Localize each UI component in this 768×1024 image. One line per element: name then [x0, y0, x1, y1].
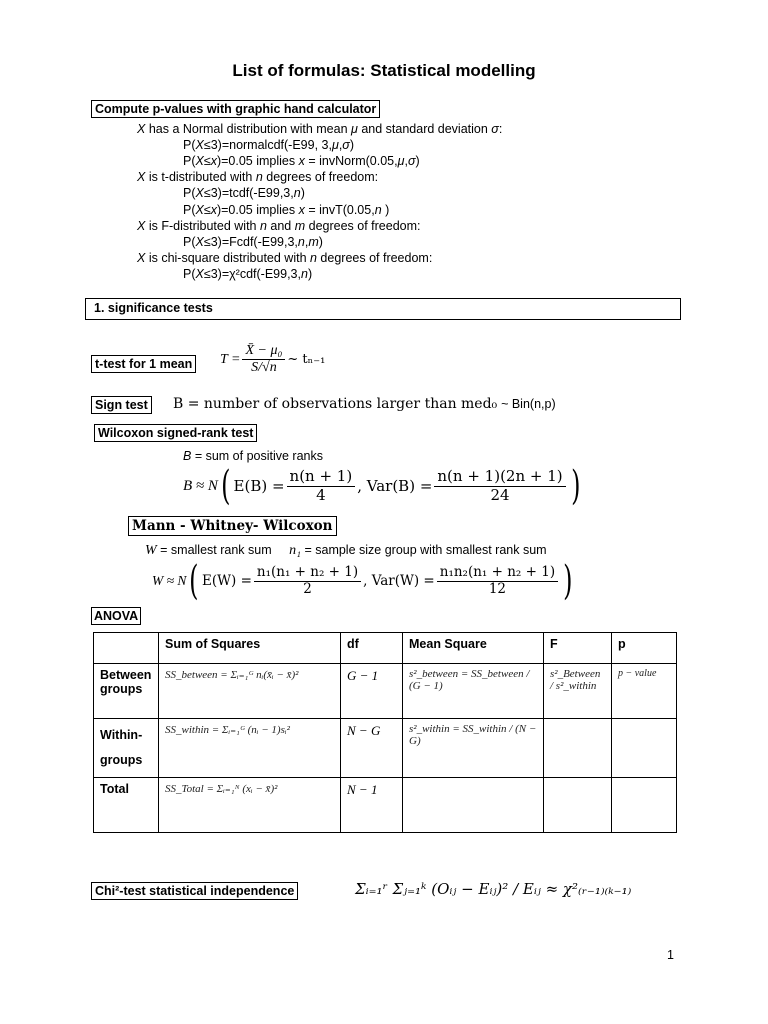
ms-cell: s²_within = SS_within / (N − G) [403, 719, 544, 778]
ttest-formula: T = $\frac{\text{X̄ − μ₀}}{S/√n}$ ~ tₙ₋₁ [220, 343, 326, 376]
df-cell: N − 1 [341, 778, 403, 833]
f-cell [544, 778, 612, 833]
f-intro: X is F-distributed with n and m degrees of freedom: [137, 219, 421, 233]
chi-cdf-line: P(X≤3)=χ²cdf(-E99,3,n) [183, 267, 313, 281]
t-cdf-line: P(X≤3)=tcdf(-E99,3,n) [183, 186, 305, 200]
p-cell: p − value [612, 664, 677, 719]
anova-label: ANOVA [91, 607, 141, 625]
table-header-cell [94, 633, 159, 664]
df-cell: N − G [341, 719, 403, 778]
f-cell: s²_Between / s²_within [544, 664, 612, 719]
df-cell: G − 1 [341, 664, 403, 719]
normal-intro: X has a Normal distribution with mean μ and standard deviation σ: [137, 122, 503, 136]
ss-cell: SS_between = Σᵢ₌₁ᴳ nᵢ(x̄ᵢ − x̄)² [159, 664, 341, 719]
table-row [94, 778, 677, 833]
p-cell [612, 719, 677, 778]
row-name: Total [94, 778, 159, 833]
normal-inv-line: P(X≤x)=0.05 implies x = invNorm(0.05,μ,σ) [183, 154, 420, 168]
ms-cell [403, 778, 544, 833]
wilcoxon-label: Wilcoxon signed-rank test [94, 424, 257, 442]
table-header-cell: Sum of Squares [159, 633, 341, 664]
table-row [94, 633, 677, 664]
section-title: 1. significance tests [94, 301, 213, 315]
chisq-label: Chi²-test statistical independence [91, 882, 298, 900]
table-header-cell: F [544, 633, 612, 664]
ms-cell: s²_between = SS_between / (G − 1) [403, 664, 544, 719]
section-heading [85, 298, 681, 320]
page-title: List of formulas: Statistical modelling [232, 61, 536, 80]
chi-intro: X is chi-square distributed with n degrees of freedom: [137, 251, 433, 265]
ttest-label: t-test for 1 mean [91, 355, 196, 373]
table-header-cell: Mean Square [403, 633, 544, 664]
sign-test-label: Sign test [91, 396, 152, 414]
f-cdf-line: P(X≤3)=Fcdf(-E99,3,n,m) [183, 235, 323, 249]
table-header-cell: p [612, 633, 677, 664]
normal-cdf-line: P(X≤3)=normalcdf(-E99, 3,μ,σ) [183, 138, 355, 152]
mww-label: Mann - Whitney- Wilcoxon [128, 516, 337, 536]
p-cell [612, 778, 677, 833]
ss-cell: SS_within = Σᵢ₌₁ᴳ (nᵢ − 1)sᵢ² [159, 719, 341, 778]
t-intro: X is t-distributed with n degrees of freedom: [137, 170, 379, 184]
mww-formula: W ≈ N ( E(W) = $\frac{\text{n₁(n₁ + n₂ + 1)}}{2}$ , Var(W) = $\frac{\text{n₁n₂(n₁ + n₂ + 1)}}{12}$ ) [152, 558, 573, 604]
mww-def: W = smallest rank sum n₁ = sample size group with smallest rank sum [145, 543, 547, 558]
table-row [94, 719, 677, 778]
page-number: 1 [667, 948, 674, 962]
f-cell [544, 719, 612, 778]
row-name: Within- groups [94, 719, 159, 778]
row-name: Between groups [94, 664, 159, 719]
chisq-formula: Σᵢ₌₁ʳ Σⱼ₌₁ᵏ (Oᵢⱼ − Eᵢⱼ)² / Eᵢⱼ ≈ χ²₍ᵣ₋₁₎₍ₖ₋₁₎ [355, 880, 632, 898]
table-header-cell: df [341, 633, 403, 664]
wilcoxon-def: B = sum of positive ranks [183, 449, 323, 463]
anova-table [93, 632, 677, 833]
table-row [94, 664, 677, 719]
t-inv-line: P(X≤x)=0.05 implies x = invT(0.05,n ) [183, 203, 390, 217]
wilcoxon-formula: B ≈ N ( E(B) = $\frac{n(n + 1)}{4}$ , Var(B) = $\frac{n(n + 1)(2n + 1)}{24}$ ) [183, 463, 581, 509]
calc-heading: Compute p-values with graphic hand calculator [91, 100, 380, 118]
ss-cell: SS_Total = Σᵢ₌₁ᴺ (xᵢ − x̄)² [159, 778, 341, 833]
sign-test-formula: B = number of observations larger than med₀ ~ Bin(n,p) [173, 396, 556, 412]
